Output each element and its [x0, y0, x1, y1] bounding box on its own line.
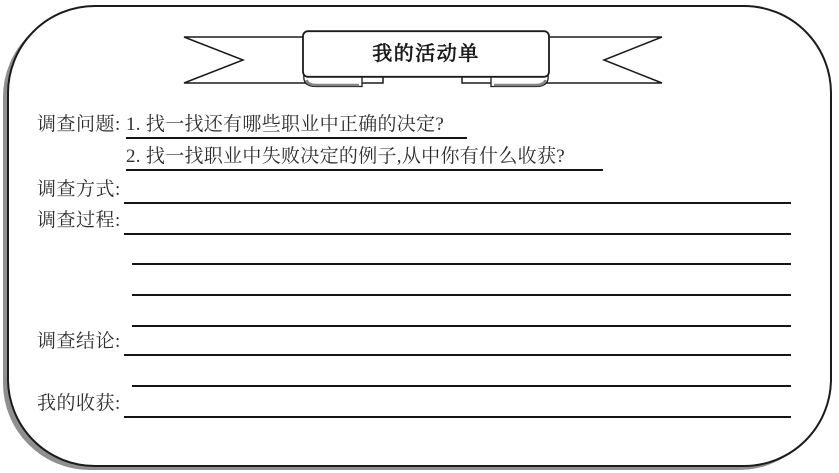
question-2-text: 2. 找一找职业中失败决定的例子,从中你有什么收获?: [126, 146, 565, 167]
underline-question-2: [126, 169, 603, 171]
blank-line-my-gains: [124, 416, 791, 418]
blank-line-survey-process: [124, 233, 791, 235]
blank-line-survey-conclusion: [124, 354, 791, 356]
underline-question-1: [126, 137, 467, 139]
label-my-gains: 我的收获:: [37, 393, 121, 414]
label-survey-conclusion: 调查结论:: [37, 331, 121, 352]
banner-title: 我的活动单: [372, 43, 480, 65]
label-survey-process: 调查过程:: [37, 210, 121, 231]
blank-line-continuation-2: [132, 294, 791, 296]
blank-line-continuation-3: [132, 325, 791, 327]
label-survey-questions: 调查问题:: [37, 114, 121, 135]
blank-line-survey-method: [124, 202, 791, 204]
blank-line-continuation-1: [132, 263, 791, 265]
label-survey-method: 调查方式:: [37, 179, 121, 200]
blank-line-continuation-4: [132, 385, 791, 387]
question-1-text: 1. 找一找还有哪些职业中正确的决定?: [126, 114, 445, 135]
